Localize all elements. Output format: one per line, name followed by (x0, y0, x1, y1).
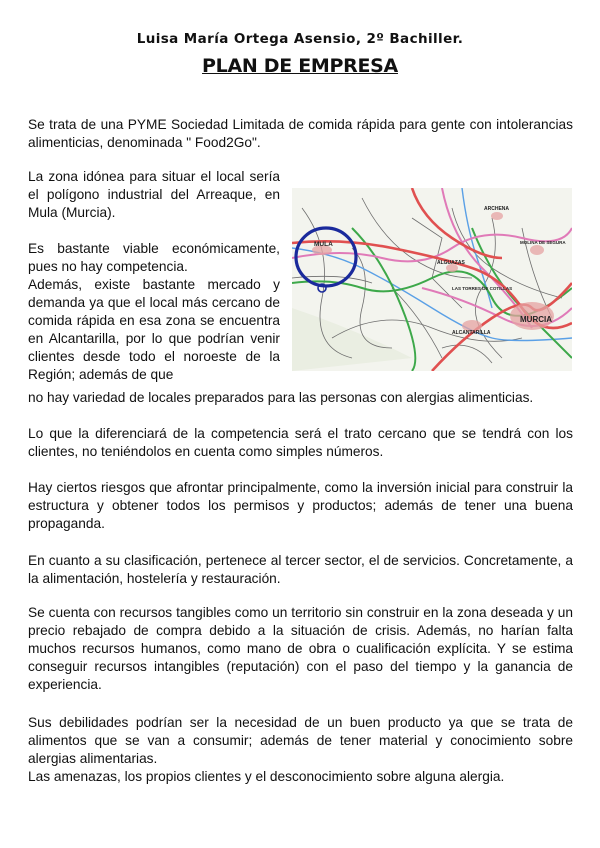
map-label-archena: ARCHENA (484, 206, 509, 212)
paragraph-market: Además, existe bastante mercado y demanda ya que el local más cercano de comida rápida en esa zona se encuentra en Alcantarilla, por lo que podrían venir clientes desde todo el noroeste de la Región; además de que (28, 277, 280, 382)
paragraph-weaknesses: Sus debilidades podrían ser la necesidad de un buen producto ya que se trata de alimentos que se van a consumir; además de tener material y conocimiento sobre alergias alimentarias. (28, 715, 573, 766)
author-line: Luisa María Ortega Asensio, 2º Bachiller. (136, 31, 464, 47)
paragraph-classification: En cuanto a su clasificación, pertenece al tercer sector, el de servicios. Concretamente, a la alimentación, hostelería y restauración. (28, 553, 573, 586)
map-label-alguazas: ALGUAZAS (437, 260, 465, 266)
paragraph-differentiation: Lo que la diferenciará de la competencia será el trato cercano que se tendrá con los clientes, no teniéndolos en cuenta como simples números. (28, 426, 573, 459)
paragraph-intro: Se trata de una PYME Sociedad Limitada de comida rápida para gente con intolerancias alimenticias, denominada " Food2Go". (28, 117, 573, 150)
map-label-molina: MOLINA DE SEGURA (520, 240, 566, 245)
map-label-torres: LAS TORRES DE COTILLAS (452, 286, 513, 291)
paragraph-market-continued: no hay variedad de locales preparados para las personas con alergias alimenticias. (28, 390, 534, 405)
map-label-mula: MULA (314, 241, 333, 248)
map-label-alcantarilla: ALCANTARILLA (452, 330, 491, 336)
page-title: PLAN DE EMPRESA (202, 55, 398, 77)
paragraph-threats: Las amenazas, los propios clientes y el desconocimiento sobre alguna alergia. (28, 769, 505, 784)
paragraph-risks: Hay ciertos riesgos que afrontar principalmente, como la inversión inicial para construir la estructura y obtener todos los permisos y productos; además de tener una buena propaganda. (28, 480, 573, 531)
map-label-murcia: MURCIA (520, 315, 552, 324)
location-map (292, 188, 572, 371)
map-drawing (292, 188, 572, 371)
paragraph-viability: Es bastante viable económicamente, pues no hay competencia. (28, 241, 280, 274)
paragraph-resources: Se cuenta con recursos tangibles como un territorio sin construir en la zona deseada y un precio rebajado de compra debido a la situación de crisis. Además, no harían falta muchos recursos humanos, como mano de obra o cualificación explícita. Y se estima conseguir recursos intangibles (reputación) con el paso del tiempo y la ganancia de experiencia. (28, 605, 573, 692)
paragraph-location: La zona idónea para situar el local sería el polígono industrial del Arreaque, en Mula (Murcia). (28, 169, 280, 220)
